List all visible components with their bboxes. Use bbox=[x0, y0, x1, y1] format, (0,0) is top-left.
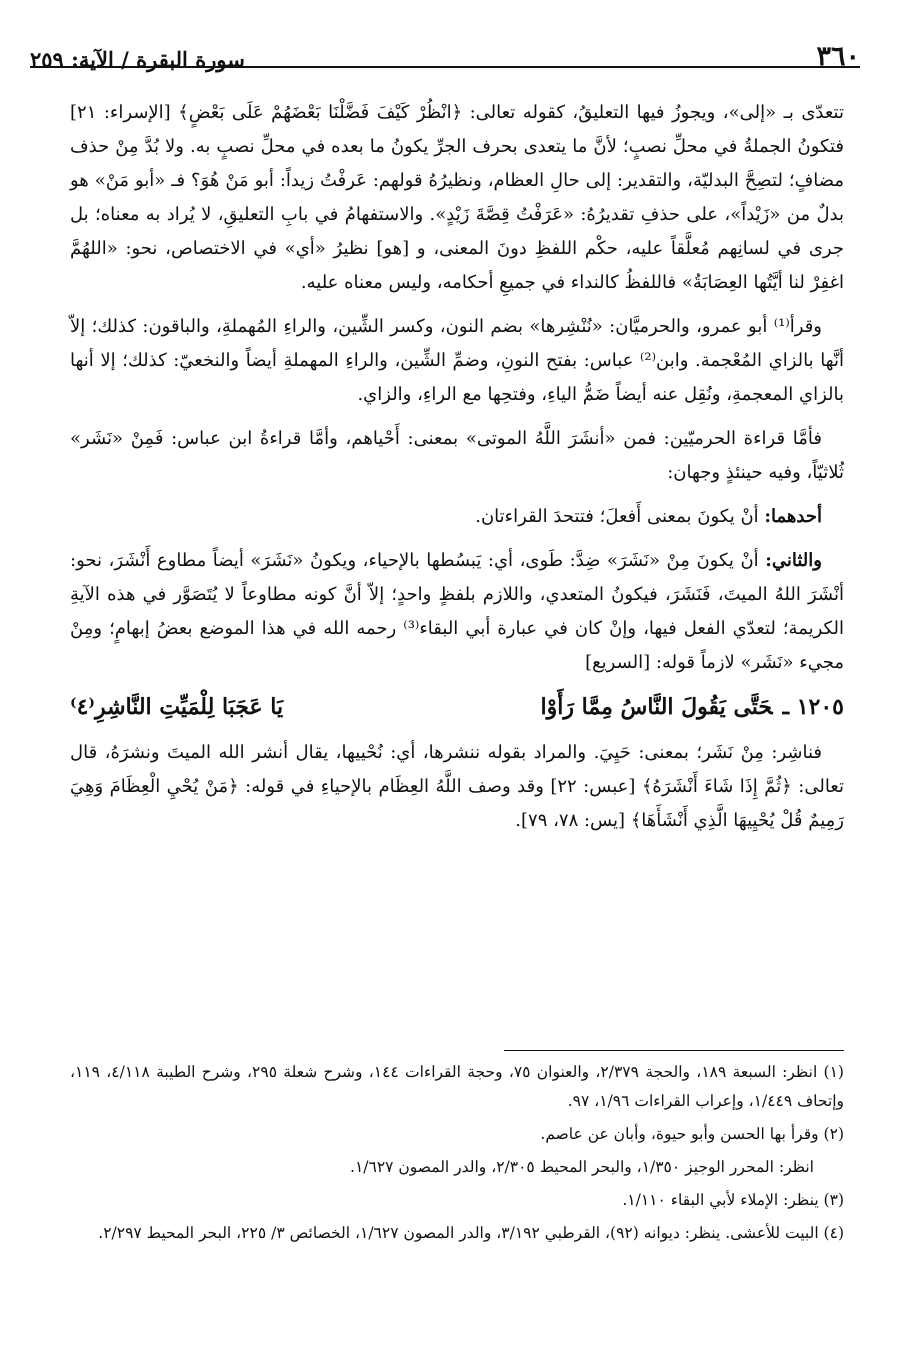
footnote: (٣) ينظر: الإملاء لأبي البقاء ١/١١٠. bbox=[622, 1191, 844, 1209]
footnote-rule bbox=[504, 1050, 844, 1051]
paragraph: تتعدّى بـ «إلى»، ويجوزُ فيها التعليقُ، كقوله تعالى: ﴿انْظُرْ كَيْفَ فَضَّلْنَا بَعْضَهُمْ عَلَى بَعْضٍ﴾ [الإسراء: ٢١] فتكونُ الجملةُ في محلِّ نصبٍ؛ لأنَّ ما يتعدى بحرف الجرِّ يكونُ ما بعده في محلِّ نصبٍ به. ولا بُدَّ مِنْ حذف مضافٍ؛ لتصِحَّ البدليّة، والتقدير: إلى حالِ العظام، ونظيرُهُ قولهم: عَرفْتُ زيداً: أبو مَنْ هُوَ؟ فـ «أبو مَنْ» هو بدلٌ من «زَيْداً»، على حذفِ تقديرُهُ: «عَرَفْتُ قِصَّةَ زَيْدٍ». والاستفهامُ في بابِ التعليقِ، لا يُراد به معناه؛ بل جرى في لسانِهم مُعلَّقاً عليه، حكْم اللفظِ دونَ المعنى، و [هو] نظيرُ «أي» في الاختصاص، نحو: «اللهُمَّ اغفِرْ لنا أيَّتُها العِصَابَةُ» فاللفظُ كالنداء في جميعِ أحكامه، وليس معناه عليه. bbox=[70, 102, 844, 293]
footnote: (١) انظر: السبعة ١٨٩، والحجة ٢/٣٧٩، والعنوان ٧٥، وحجة القراءات ١٤٤، وشرح شعلة ٢٩٥، وشرح الطيبة ٤/١١٨، ١١٩، وإتحاف ١/٤٤٩، وإعراب القراءات ١/٩٦، ٩٧. bbox=[70, 1063, 844, 1110]
paragraph bbox=[70, 544, 844, 680]
paragraph-text: أنْ يكونَ بمعنى أَفعلَ؛ فتتحدَ القراءتان. bbox=[475, 506, 765, 527]
paragraph: فناشِر: مِنْ نَشَر؛ بمعنى: حَيِيَ. والمراد بقوله ننشرها، أي: نُحْييها، يقال أنشر الله الميتَ ونشرَهُ، قال تعالى: ﴿ثُمَّ إِذَا شَاءَ أَنْشَرَهُ﴾ [عبس: ٢٢] وقد وصف اللَّهُ العِظَام بالإحياءِ في قوله: ﴿مَنْ يُحْيِ الْعِظَامَ وَهِيَ رَمِيمٌ قُلْ يُحْيِيهَا الَّذِي أَنْشَأَهَا﴾ [يس: ٧٨، ٧٩]. bbox=[70, 742, 844, 831]
header-rule bbox=[30, 66, 860, 68]
paragraph-text: أنْ يكونَ مِنْ «نَشَرَ» ضِدَّ: طَوى، أي: يَبسُطها بالإحياء، ويكونُ «نَشَرَ» أيضاً مطاوع أَنْشَرَ، نحو: أنْشَرَ اللهُ الميتَ، فَنَشَرَ، فيكونُ المتعدي، واللازم بلفظٍ واحدٍ؛ إلاّ أنَّ كونه مطاوعاً لا يُتَصَوَّر في هذه الآيةِ الكريمة؛ لتعدّي الفعل فيها، وإنْ كان في عبارة أبي البقاء⁽³⁾ رحمه الله في هذا الموضع بعضُ إبهامٍ؛ ومِنْ مجيء «نَشَر» لازماً قوله: [السريع] bbox=[70, 550, 844, 673]
paragraph: فأمَّا قراءة الحرميّين: فمن «أنشَرَ اللَّهُ الموتى» بمعنى: أَحْياهم، وأمَّا قراءةُ ابن عباس: فَمِنْ «نَشَر» ثُلاثيّاً، وفيه حينئذٍ وجهان: bbox=[70, 428, 844, 483]
paragraph-lead: أحدهما: bbox=[764, 506, 822, 527]
running-head: سورة البقرة / الآية: ٢٥٩ bbox=[30, 47, 245, 72]
footnotes bbox=[70, 1058, 844, 1252]
page-header bbox=[30, 34, 860, 70]
main-text bbox=[70, 96, 844, 848]
paragraph-lead: والثاني: bbox=[765, 550, 822, 571]
poetry-verse bbox=[70, 690, 844, 724]
page-number: ٣٦٠ bbox=[816, 41, 860, 72]
paragraph bbox=[70, 500, 844, 534]
verse-second-hemistich: يَا عَجَبَا لِلْمَيِّتِ النَّاشِرِ⁽٤⁾ bbox=[70, 694, 284, 720]
footnote: (٢) وقرأ بها الحسن وأبو حيوة، وأبان عن عاصم. bbox=[540, 1125, 844, 1143]
paragraph: وقرأ⁽¹⁾ أبو عمرو، والحرميَّان: «نُنْشِرها» بضم النون، وكسر الشِّين، والراءِ المُهملةِ، والباقون: كذلك؛ إلاّ أنَّها بالزاي المُعْجمة. وابن⁽²⁾ عباس: بفتح النونِ، وضمِّ الشِّين، والراءِ المهملةِ أيضاً والنخعيّ: كذلك؛ إلا أنها بالزاي المعجمةِ، ونُقِل عنه أيضاً ضَمُّ الياءِ، وفتحِها مع الراءِ، والزاي. bbox=[70, 316, 844, 405]
verse-first-hemistich: ١٢٠٥ ـحَتَّى يَقُولَ النَّاسُ مِمَّا رَأَوْا bbox=[540, 694, 844, 720]
verse-number: ١٢٠٥ ـ bbox=[782, 694, 844, 720]
footnote-continuation: انظر: المحرر الوجيز ١/٣٥٠، والبحر المحيط ٢/٣٠٥، والدر المصون ١/٦٢٧. bbox=[350, 1158, 814, 1176]
footnote: (٤) البيت للأعشى. ينظر: ديوانه (٩٢)، القرطبي ٣/١٩٢، والدر المصون ١/٦٢٧، الخصائص ٣/ ٢٢٥، البحر المحيط ٢/٢٩٧. bbox=[98, 1224, 844, 1242]
